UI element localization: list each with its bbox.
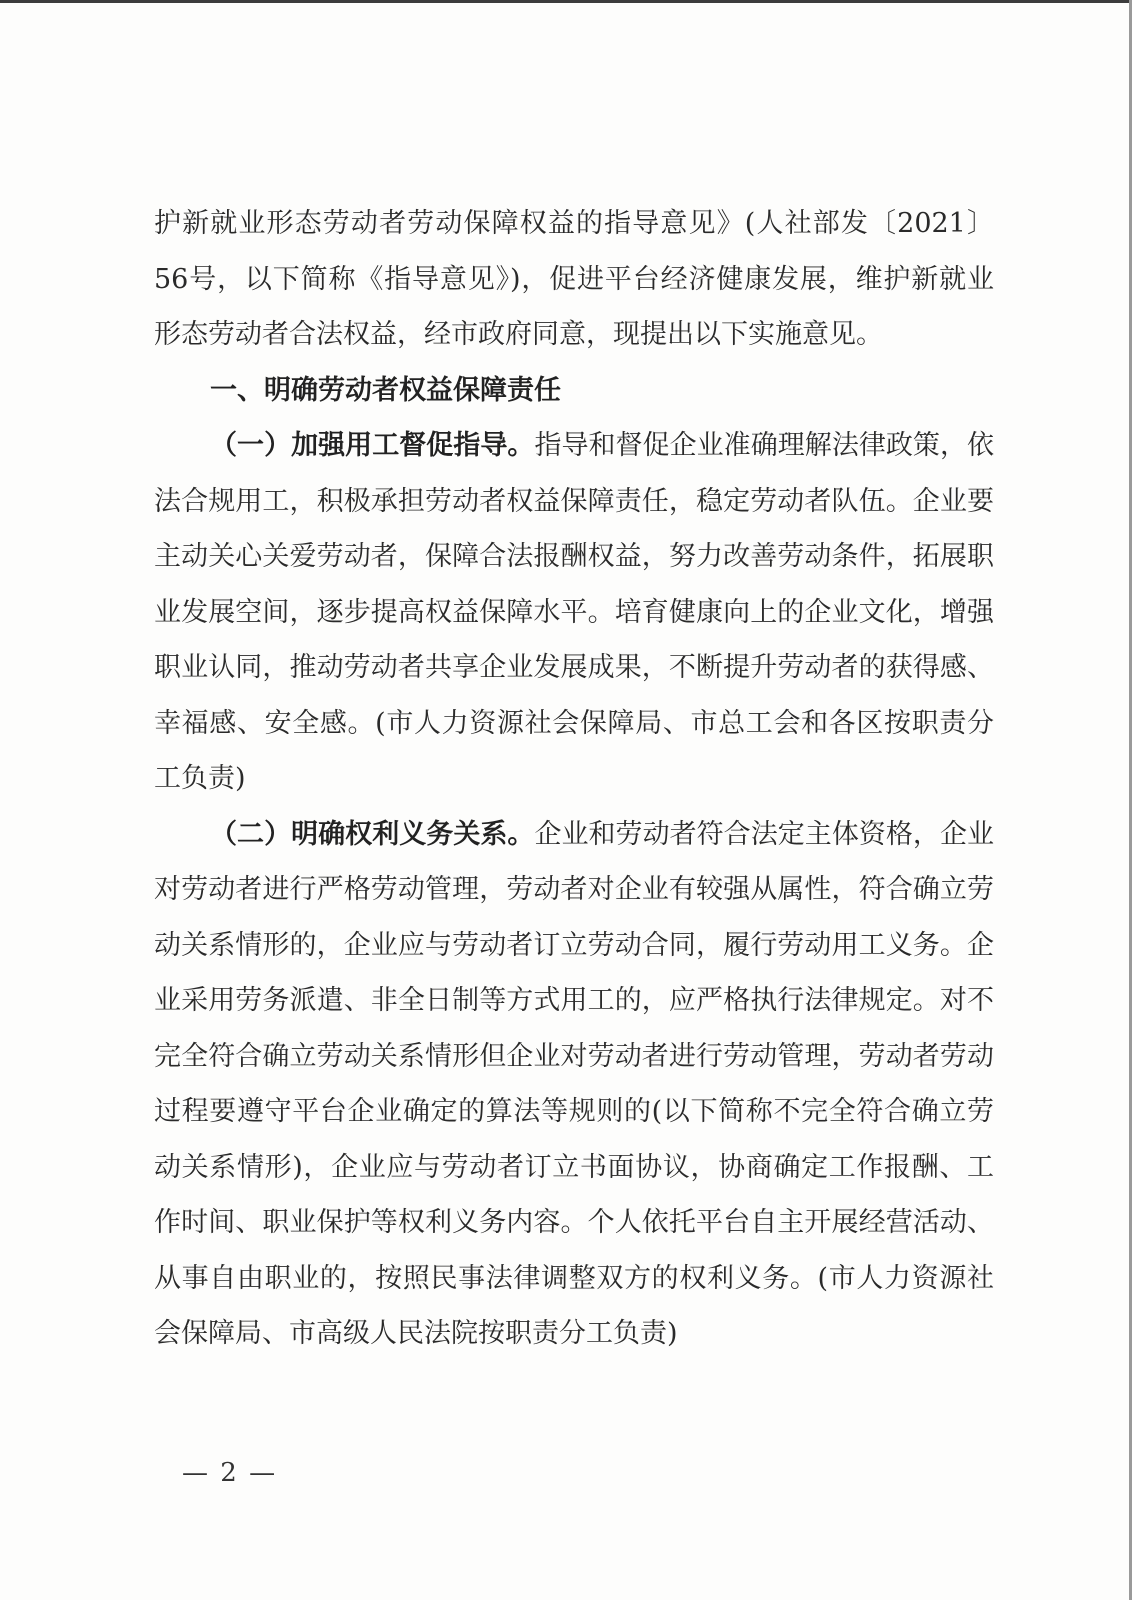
- section-heading: 一、明确劳动者权益保障责任: [210, 374, 561, 406]
- document-body: [154, 196, 994, 1362]
- item-2-lead: （二）明确权利义务关系。: [210, 818, 535, 850]
- paragraph-item-1: [154, 418, 994, 807]
- item-2-body: 企业和劳动者符合法定主体资格，企业对劳动者进行严格劳动管理，劳动者对企业有较强从属性，符合确立劳动关系情形的，企业应与劳动者订立劳动合同，履行劳动用工义务。企业采用劳务派遣、非全日制等方式用工的，应严格执行法律规定。对不完全符合确立劳动关系情形但企业对劳动者进行劳动管理，劳动者劳动过程要遵守平台企业确定的算法等规则的(以下简称不完全符合确立劳动关系情形)，企业应与劳动者订立书面协议，协商确定工作报酬、工作时间、职业保护等权利义务内容。个人依托平台自主开展经营活动、从事自由职业的，按照民事法律调整双方的权利义务。(市人力资源社会保障局、市高级人民法院按职责分工负责): [154, 818, 995, 1349]
- scan-top-edge: [0, 0, 1132, 3]
- page-number: — 2 —: [182, 1458, 278, 1488]
- continuation-paragraph: 护新就业形态劳动者劳动保障权益的指导意见》(人社部发〔2021〕56号，以下简称《指导意见》)，促进平台经济健康发展，维护新就业形态劳动者合法权益，经市政府同意，现提出以下实施意见。: [154, 208, 994, 350]
- item-1-lead: （一）加强用工督促指导。: [210, 430, 535, 461]
- paragraph-item-2: [154, 807, 994, 1362]
- item-1-body: 指导和督促企业准确理解法律政策，依法合规用工，积极承担劳动者权益保障责任，稳定劳动者队伍。企业要主动关心关爱劳动者，保障合法报酬权益，努力改善劳动条件，拓展职业发展空间，逐步提高权益保障水平。培育健康向上的企业文化，增强职业认同，推动劳动者共享企业发展成果，不断提升劳动者的获得感、幸福感、安全感。(市人力资源社会保障局、市总工会和各区按职责分工负责): [154, 430, 995, 794]
